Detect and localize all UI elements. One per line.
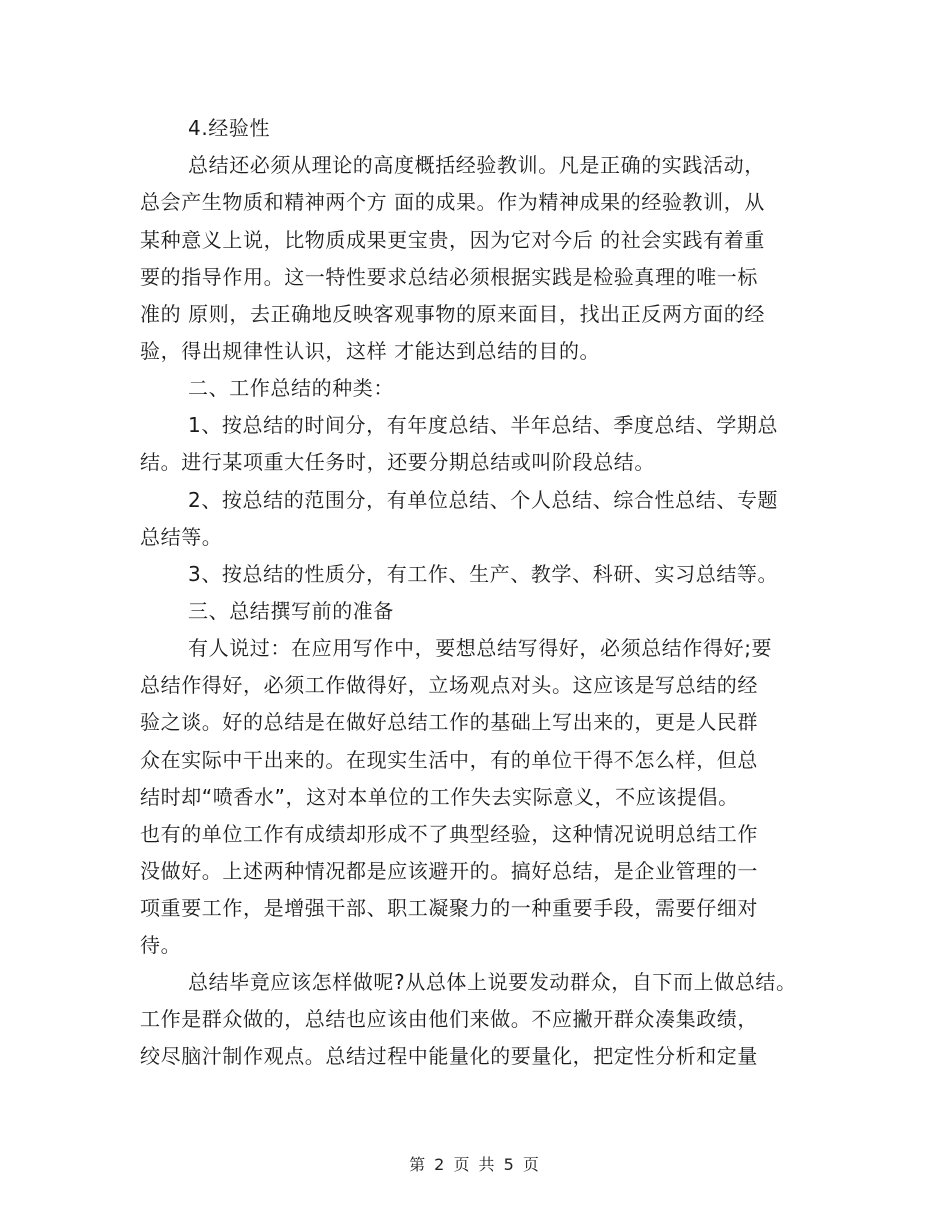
paragraph-line: 总结作得好，必须工作做得好，立场观点对头。这应该是写总结的经 bbox=[140, 673, 758, 697]
paragraph-line: 有人说过：在应用写作中，要想总结写得好，必须总结作得好;要 bbox=[188, 636, 773, 660]
page-number-footer: 第 2 页 共 5 页 bbox=[409, 1155, 541, 1174]
paragraph-line: 没做好。上述两种情况都是应该避开的。搞好总结，是企业管理的一 bbox=[140, 859, 758, 883]
paragraph-line: 3、按总结的性质分，有工作、生产、教学、科研、实习总结等。 bbox=[188, 562, 779, 586]
section-heading-types: 二、工作总结的种类： bbox=[188, 376, 394, 400]
paragraph-line: 工作是群众做的，总结也应该由他们来做。不应撇开群众凑集政绩， bbox=[140, 1007, 758, 1031]
paragraph-line: 总会产生物质和精神两个方 面的成果。作为精神成果的经验教训，从 bbox=[140, 190, 765, 214]
section-heading-experience: 4.经验性 bbox=[188, 116, 271, 140]
paragraph-line: 要的指导作用。这一特性要求总结必须根据实践是检验真理的唯一标 bbox=[140, 265, 758, 289]
paragraph-line: 某种意义上说，比物质成果更宝贵，因为它对今后 的社会实践有着重 bbox=[140, 228, 765, 252]
paragraph-line: 结时却“喷香水”，这对本单位的工作失去实际意义，不应该提倡。 bbox=[140, 785, 739, 809]
paragraph-line: 待。 bbox=[140, 933, 182, 957]
paragraph-line: 也有的单位工作有成绩却形成不了典型经验，这种情况说明总结工作 bbox=[140, 822, 758, 846]
paragraph-line: 1、按总结的时间分，有年度总结、半年总结、季度总结、学期总 bbox=[188, 413, 779, 437]
section-heading-preparation: 三、总结撰写前的准备 bbox=[188, 599, 394, 623]
paragraph-line: 验之谈。好的总结是在做好总结工作的基础上写出来的，更是人民群 bbox=[140, 710, 758, 734]
paragraph-line: 结。进行某项重大任务时，还要分期总结或叫阶段总结。 bbox=[140, 450, 655, 474]
paragraph-line: 众在实际中干出来的。在现实生活中，有的单位干得不怎么样，但总 bbox=[140, 748, 758, 772]
paragraph-line: 绞尽脑汁制作观点。总结过程中能量化的要量化，把定性分析和定量 bbox=[140, 1044, 758, 1068]
paragraph-line: 总结毕竟应该怎样做呢?从总体上说要发动群众，自下而上做总结。 bbox=[188, 970, 797, 994]
paragraph-line: 2、按总结的范围分，有单位总结、个人总结、综合性总结、专题 bbox=[188, 488, 779, 512]
paragraph-line: 准的 原则，去正确地反映客观事物的原来面目，找出正反两方面的经 bbox=[140, 302, 765, 326]
paragraph-line: 总结等。 bbox=[140, 525, 223, 549]
paragraph-line: 验，得出规律性认识，这样 才能达到总结的目的。 bbox=[140, 339, 601, 363]
paragraph-line: 总结还必须从理论的高度概括经验教训。凡是正确的实践活动， bbox=[188, 153, 765, 177]
paragraph-line: 项重要工作，是增强干部、职工凝聚力的一种重要手段，需要仔细对 bbox=[140, 896, 758, 920]
